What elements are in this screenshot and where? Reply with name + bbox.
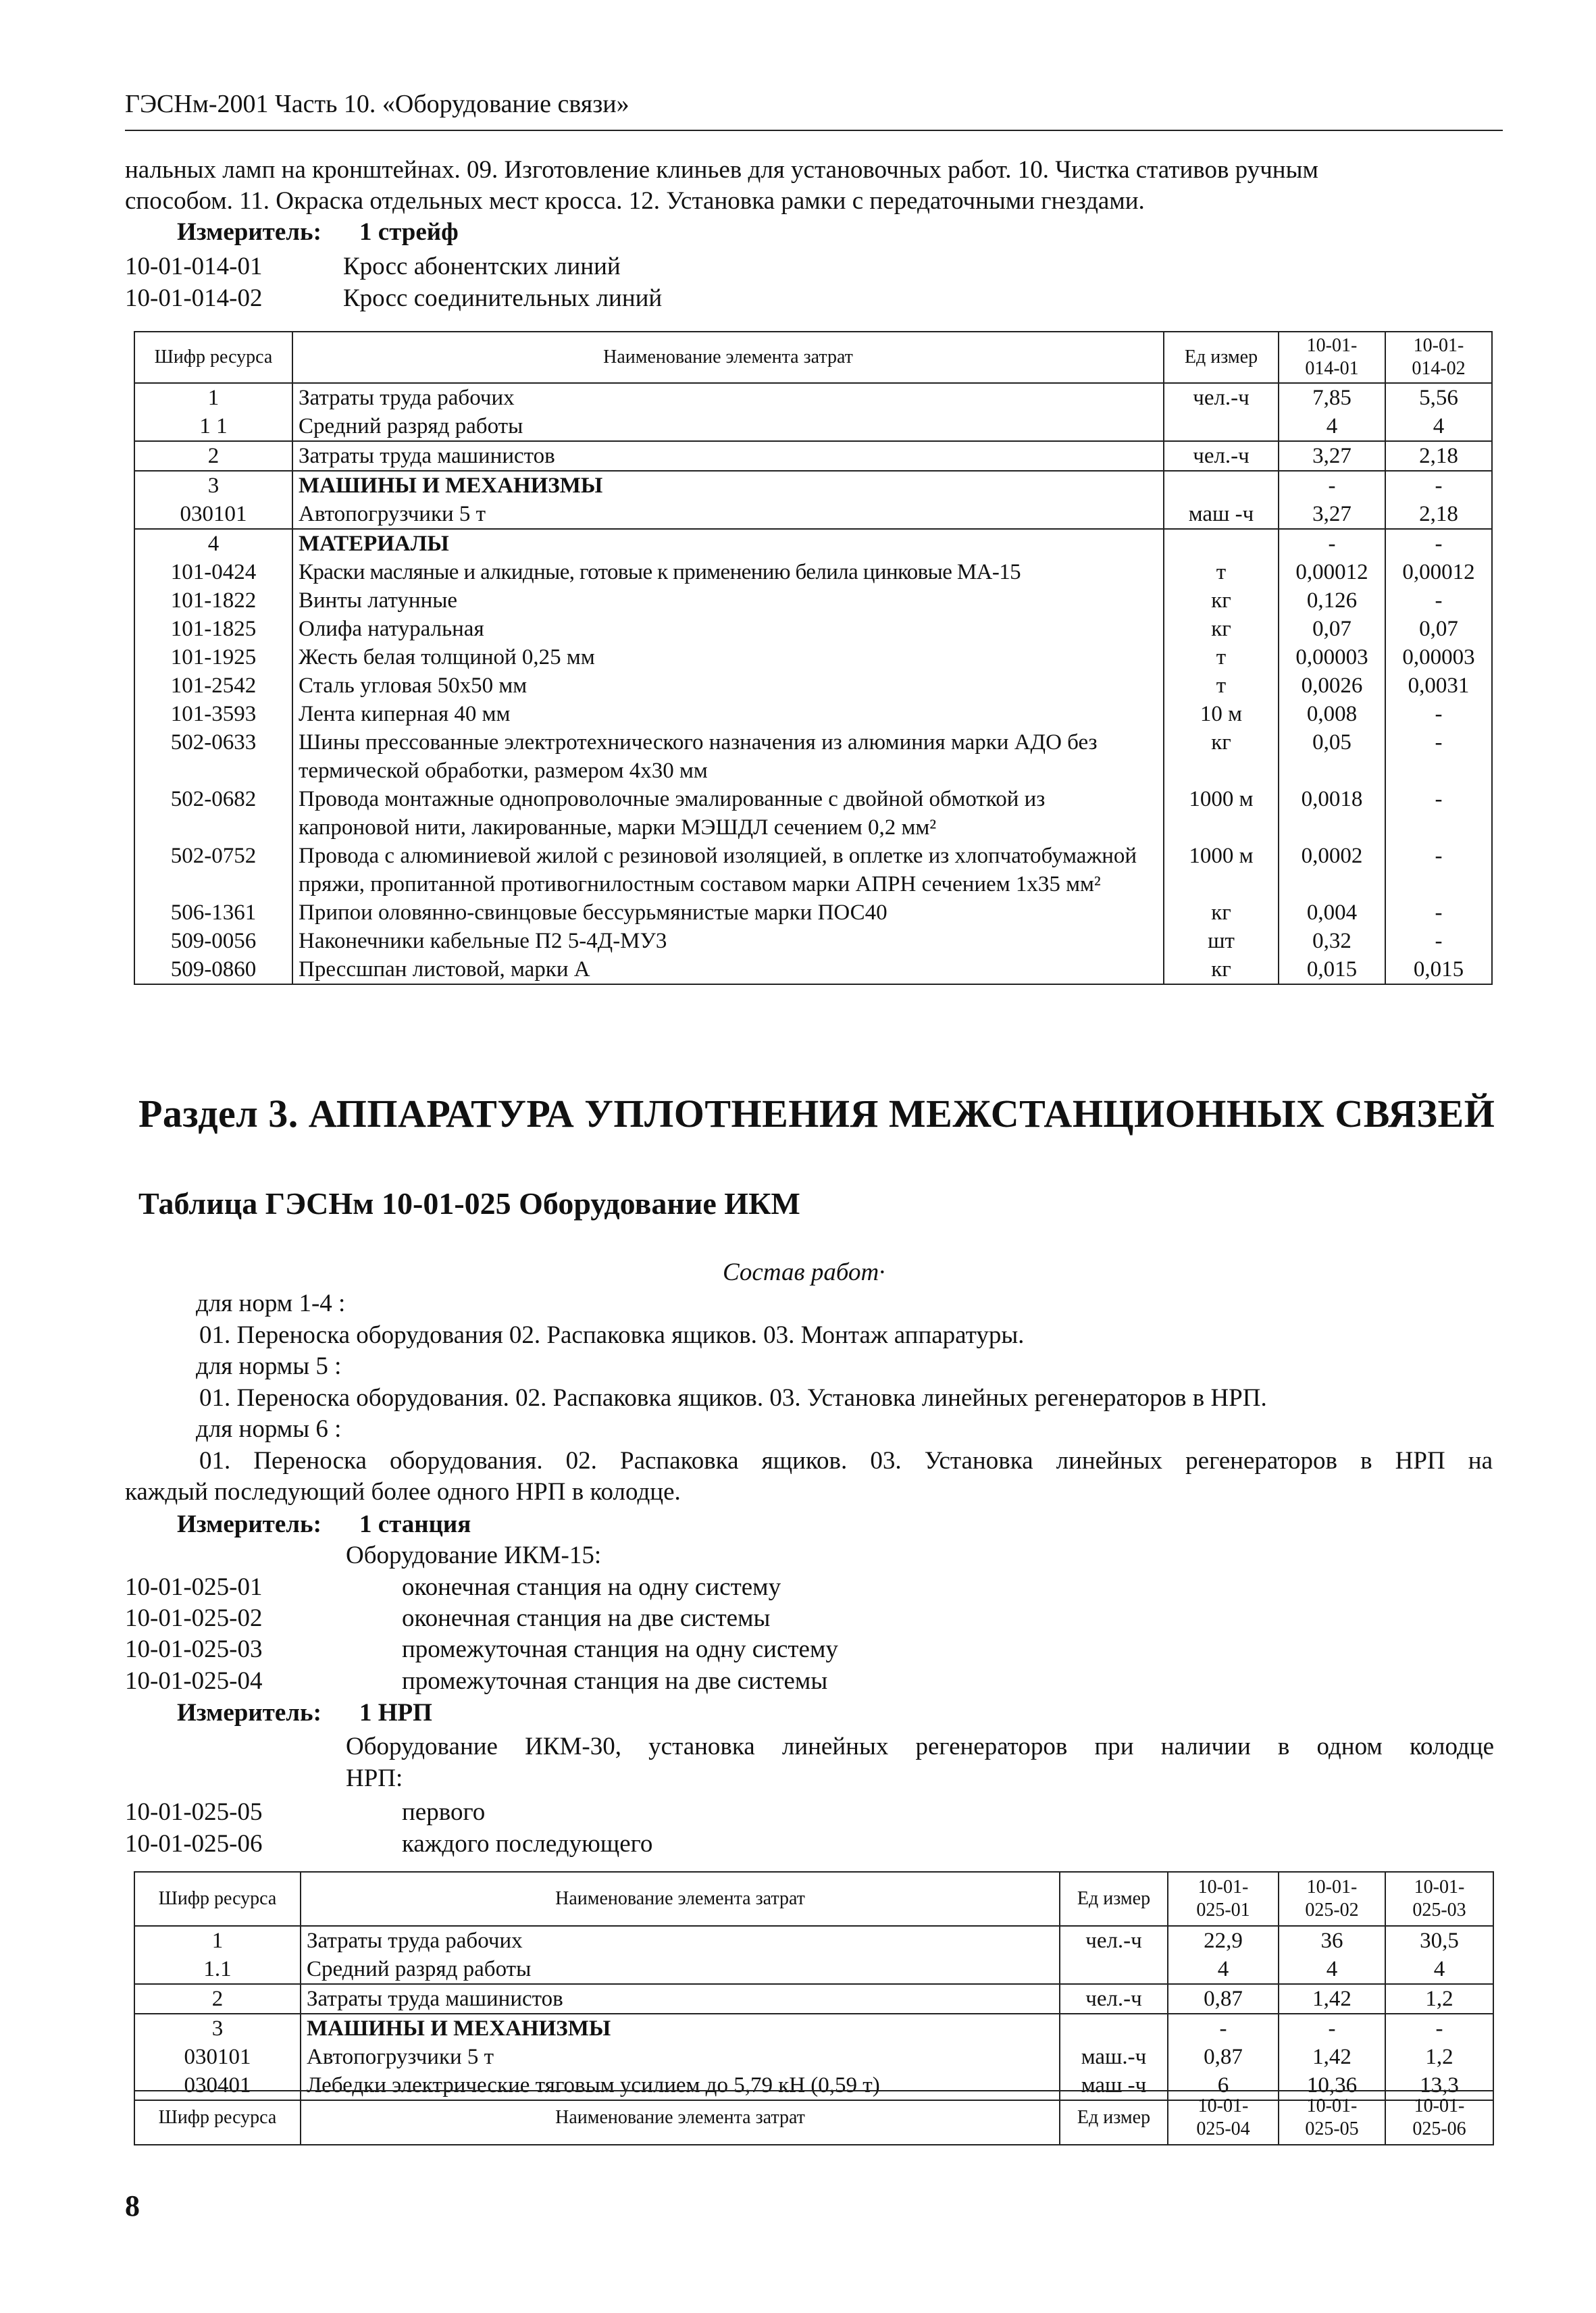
header-code: Шифр ресурса [134,332,292,383]
cell-value: 10,36 [1279,2071,1385,2100]
cell-value: 6 [1168,2071,1279,2100]
header-name: Наименование элемента затрат [301,2091,1060,2145]
table-row [134,558,1492,586]
cell-code: 030101 [134,2043,301,2071]
cell-code: 101-1825 [134,615,292,643]
cell-code: 2 [134,441,292,471]
header-norm: 10-01- 025-04 [1168,2091,1279,2145]
cell-code: 509-0056 [134,927,292,955]
norm-name: каждого последующего [402,1830,653,1858]
cell-value: - [1279,529,1385,558]
cell-value: - [1385,700,1492,728]
cell-unit: чел.-ч [1060,1926,1168,1955]
meter-value: 1 стрейф [359,218,459,246]
cell-unit: чел.-ч [1060,1984,1168,2014]
cell-code: 101-1925 [134,643,292,671]
cell-name: Шины прессованные электротехнического назначения из алюминия марки АДО без термической обработки, размером 4х30 мм [292,728,1164,785]
header-unit: Ед измер [1164,332,1279,383]
cell-value: 4 [1279,1955,1385,1984]
meter-label: Измеритель: [177,1699,321,1727]
table-row [134,1955,1493,1984]
cell-code: 101-0424 [134,558,292,586]
cell-value: - [1385,586,1492,615]
cell-value: 0,004 [1279,898,1385,927]
cell-code: 509-0860 [134,955,292,984]
cell-code: 030101 [134,500,292,529]
cell-value: 0,87 [1168,1984,1279,2014]
header-norm: 10-01- 025-02 [1279,1872,1385,1926]
meter-label: Измеритель: [177,218,321,246]
cell-value: 0,00012 [1279,558,1385,586]
cell-name: Средний разряд работы [301,1955,1060,1984]
table-row [134,383,1492,412]
cell-name: Сталь угловая 50х50 мм [292,671,1164,700]
cell-code: 1 [134,383,292,412]
cell-value: 0,00003 [1385,643,1492,671]
norm-code: 10-01-025-01 [125,1573,263,1601]
cell-unit: т [1164,558,1279,586]
cell-value: 1,42 [1279,2043,1385,2071]
cell-unit: шт [1164,927,1279,955]
cell-name: МАШИНЫ И МЕХАНИЗМЫ [292,471,1164,500]
norm-code: 10-01-025-05 [125,1798,263,1826]
cell-value: - [1385,2014,1493,2043]
intro-line-1: нальных ламп на кронштейнах. 09. Изготовление клиньев для установочных работ. 10. Чистка стативов ручным [125,156,1318,184]
cell-name: Провода монтажные однопроволочные эмалированные с двойной обмоткой из капроновой нити, лакированные, марки МЭШДЛ сечением 0,2 мм² [292,785,1164,842]
header-norm: 10-01- 025-03 [1385,1872,1493,1926]
cell-unit [1164,412,1279,441]
cell-value: 4 [1385,412,1492,441]
cell-value: 0,015 [1279,955,1385,984]
works-line: каждый последующий более одного НРП в колодце. [125,1478,681,1506]
cell-unit: кг [1164,898,1279,927]
cell-value: 2,18 [1385,500,1492,529]
norm-code: 10-01-014-01 [125,253,263,280]
table-row [134,1984,1493,2014]
cell-name: Винты латунные [292,586,1164,615]
cell-value: 0,00012 [1385,558,1492,586]
cell-value: 3,27 [1279,441,1385,471]
cell-code: 101-2542 [134,671,292,700]
resource-table-3 [134,2090,1494,2145]
header-rule [125,130,1503,131]
cell-name: Наконечники кабельные П2 5-4Д-МУ3 [292,927,1164,955]
cell-value: 13,3 [1385,2071,1493,2100]
cell-value: 0,00003 [1279,643,1385,671]
cell-unit: т [1164,671,1279,700]
cell-unit [1060,1955,1168,1984]
cell-value: 0,0018 [1279,785,1385,842]
cell-value: 0,05 [1279,728,1385,785]
meter-label: Измеритель: [177,1510,321,1538]
cell-name: Автопогрузчики 5 т [301,2043,1060,2071]
norm-code: 10-01-025-02 [125,1604,263,1632]
cell-value: 22,9 [1168,1926,1279,1955]
cell-value: 1,2 [1385,2043,1493,2071]
cell-name: Провода с алюминиевой жилой с резиновой изоляцией, в оплетке из хлопчатобумажной пряжи, пропитанной противогнилостным составом марки АПРН сечением 1х35 мм² [292,842,1164,898]
cell-value: 0,015 [1385,955,1492,984]
meter-value: 1 станция [359,1510,471,1538]
cell-code: 101-1822 [134,586,292,615]
works-line: 01. Переноска оборудования. 02. Распаковка ящиков. 03. Установка линейных регенераторов в НРП. [199,1384,1267,1412]
norm-name: первого [402,1798,486,1826]
cell-value: - [1385,471,1492,500]
cell-code: 502-0752 [134,842,292,898]
table-row [134,586,1492,615]
meter-value: 1 НРП [359,1699,432,1727]
cell-code: 1 [134,1926,301,1955]
cell-unit [1060,2014,1168,2043]
cell-code: 101-3593 [134,700,292,728]
header-unit: Ед измер [1060,1872,1168,1926]
cell-value: 4 [1279,412,1385,441]
table-row [134,728,1492,785]
header-code: Шифр ресурса [134,2091,301,2145]
table-row [134,927,1492,955]
cell-code: 3 [134,2014,301,2043]
cell-unit: 10 м [1164,700,1279,728]
cell-unit [1164,471,1279,500]
cell-name: Олифа натуральная [292,615,1164,643]
cell-value: 0,07 [1385,615,1492,643]
cell-code: 1.1 [134,1955,301,1984]
cell-value: 5,56 [1385,383,1492,412]
header-name: Наименование элемента затрат [292,332,1164,383]
cell-value: 36 [1279,1926,1385,1955]
cell-unit: чел.-ч [1164,441,1279,471]
table-row [134,1926,1493,1955]
cell-name: Затраты труда рабочих [301,1926,1060,1955]
norm-name: Кросс соединительных линий [343,284,663,312]
header-norm: 10-01- 025-06 [1385,2091,1493,2145]
table-row [134,500,1492,529]
table-row [134,615,1492,643]
table-row [134,898,1492,927]
cell-unit: кг [1164,586,1279,615]
equipment-group: Оборудование ИКМ-30, установка линейных регенераторов при наличии в одном колодце [346,1733,1494,1760]
works-line: 01. Переноска оборудования. 02. Распаковка ящиков. 03. Установка линейных регенераторов в НРП на [199,1447,1493,1475]
norm-name: промежуточная станция на одну систему [402,1635,838,1663]
cell-value: 1,2 [1385,1984,1493,2014]
header-code: Шифр ресурса [134,1872,301,1926]
header-norm: 10-01- 014-01 [1279,332,1385,383]
cell-value: 3,27 [1279,500,1385,529]
cell-value: - [1385,785,1492,842]
cell-value: - [1279,2014,1385,2043]
norm-code: 10-01-025-04 [125,1667,263,1695]
table-row [134,671,1492,700]
cell-code: 502-0682 [134,785,292,842]
cell-name: Краски масляные и алкидные, готовые к применению белила цинковые МА-15 [292,558,1164,586]
norm-code: 10-01-025-03 [125,1635,263,1663]
cell-unit: кг [1164,615,1279,643]
cell-value: - [1385,927,1492,955]
cell-name: Прессшпан листовой, марки А [292,955,1164,984]
cell-name: Лебедки электрические тяговым усилием до 5,79 кН (0,59 т) [301,2071,1060,2100]
header-norm: 10-01- 025-01 [1168,1872,1279,1926]
cell-name: Жесть белая толщиной 0,25 мм [292,643,1164,671]
works-for-norms: для нормы 6 : [196,1415,342,1443]
table-row [134,643,1492,671]
norm-code: 10-01-014-02 [125,284,263,312]
works-title: Состав работ· [723,1259,885,1286]
norm-name: оконечная станция на одну систему [402,1573,781,1601]
cell-name: Лента киперная 40 мм [292,700,1164,728]
table-row [134,955,1492,984]
cell-name: Средний разряд работы [292,412,1164,441]
cell-unit: 1000 м [1164,842,1279,898]
cell-name: Затраты труда рабочих [292,383,1164,412]
norm-code: 10-01-025-06 [125,1830,263,1858]
section-title: Раздел 3. АППАРАТУРА УПЛОТНЕНИЯ МЕЖСТАНЦИОННЫХ СВЯЗЕЙ [138,1092,1495,1136]
cell-value: - [1385,898,1492,927]
resource-table-1 [134,331,1493,985]
cell-value: - [1385,728,1492,785]
cell-unit: т [1164,643,1279,671]
table-row [134,529,1492,558]
cell-name: Затраты труда машинистов [301,1984,1060,2014]
cell-code: 502-0633 [134,728,292,785]
page-number: 8 [125,2189,140,2222]
cell-value: 0,0031 [1385,671,1492,700]
cell-unit: кг [1164,728,1279,785]
cell-unit: 1000 м [1164,785,1279,842]
header-norm: 10-01- 025-05 [1279,2091,1385,2145]
works-line: 01. Переноска оборудования 02. Распаковка ящиков. 03. Монтаж аппаратуры. [199,1321,1025,1349]
works-for-norms: для нормы 5 : [196,1352,342,1380]
cell-unit: маш.-ч [1060,2043,1168,2071]
header-norm: 10-01- 014-02 [1385,332,1492,383]
cell-unit [1164,529,1279,558]
cell-code: 4 [134,529,292,558]
resource-table-2 [134,1871,1494,2101]
cell-value: - [1168,2014,1279,2043]
cell-value: 4 [1385,1955,1493,1984]
cell-value: 0,32 [1279,927,1385,955]
cell-name: МАТЕРИАЛЫ [292,529,1164,558]
cell-name: Затраты труда машинистов [292,441,1164,471]
cell-unit: маш -ч [1164,500,1279,529]
cell-code: 2 [134,1984,301,2014]
cell-name: Автопогрузчики 5 т [292,500,1164,529]
table-row [134,2043,1493,2071]
cell-code: 506-1361 [134,898,292,927]
norm-name: Кросс абонентских линий [343,253,621,280]
cell-name: МАШИНЫ И МЕХАНИЗМЫ [301,2014,1060,2043]
equipment-group: Оборудование ИКМ-15: [346,1542,602,1569]
norm-name: промежуточная станция на две системы [402,1667,828,1695]
table-row [134,471,1492,500]
cell-value: 30,5 [1385,1926,1493,1955]
header-unit: Ед измер [1060,2091,1168,2145]
cell-value: 0,87 [1168,2043,1279,2071]
cell-value: 0,008 [1279,700,1385,728]
cell-name: Припои оловянно-свинцовые бессурьмянистые марки ПОС40 [292,898,1164,927]
works-for-norms: для норм 1-4 : [196,1290,346,1317]
table-row [134,785,1492,842]
cell-code: 1 1 [134,412,292,441]
cell-unit: кг [1164,955,1279,984]
cell-code: 3 [134,471,292,500]
cell-value: - [1385,529,1492,558]
cell-value: 2,18 [1385,441,1492,471]
cell-value: 1,42 [1279,1984,1385,2014]
cell-value: 7,85 [1279,383,1385,412]
header-name: Наименование элемента затрат [301,1872,1060,1926]
running-header: ГЭСНм-2001 Часть 10. «Оборудование связи» [125,90,629,118]
cell-value: 0,0026 [1279,671,1385,700]
cell-value: - [1385,842,1492,898]
table-row [134,2014,1493,2043]
cell-value: 4 [1168,1955,1279,1984]
cell-value: 0,0002 [1279,842,1385,898]
cell-value: 0,07 [1279,615,1385,643]
cell-value: - [1279,471,1385,500]
cell-value: 0,126 [1279,586,1385,615]
table-row [134,441,1492,471]
cell-unit: маш -ч [1060,2071,1168,2100]
cell-unit: чел.-ч [1164,383,1279,412]
intro-line-2: способом. 11. Окраска отдельных мест кросса. 12. Установка рамки с передаточными гнездами. [125,187,1145,215]
table-row [134,842,1492,898]
norm-name: оконечная станция на две системы [402,1604,771,1632]
table-row [134,700,1492,728]
cell-code: 030401 [134,2071,301,2100]
table-row [134,412,1492,441]
table-title: Таблица ГЭСНм 10-01-025 Оборудование ИКМ [138,1186,800,1221]
equipment-group: НРП: [346,1764,403,1792]
